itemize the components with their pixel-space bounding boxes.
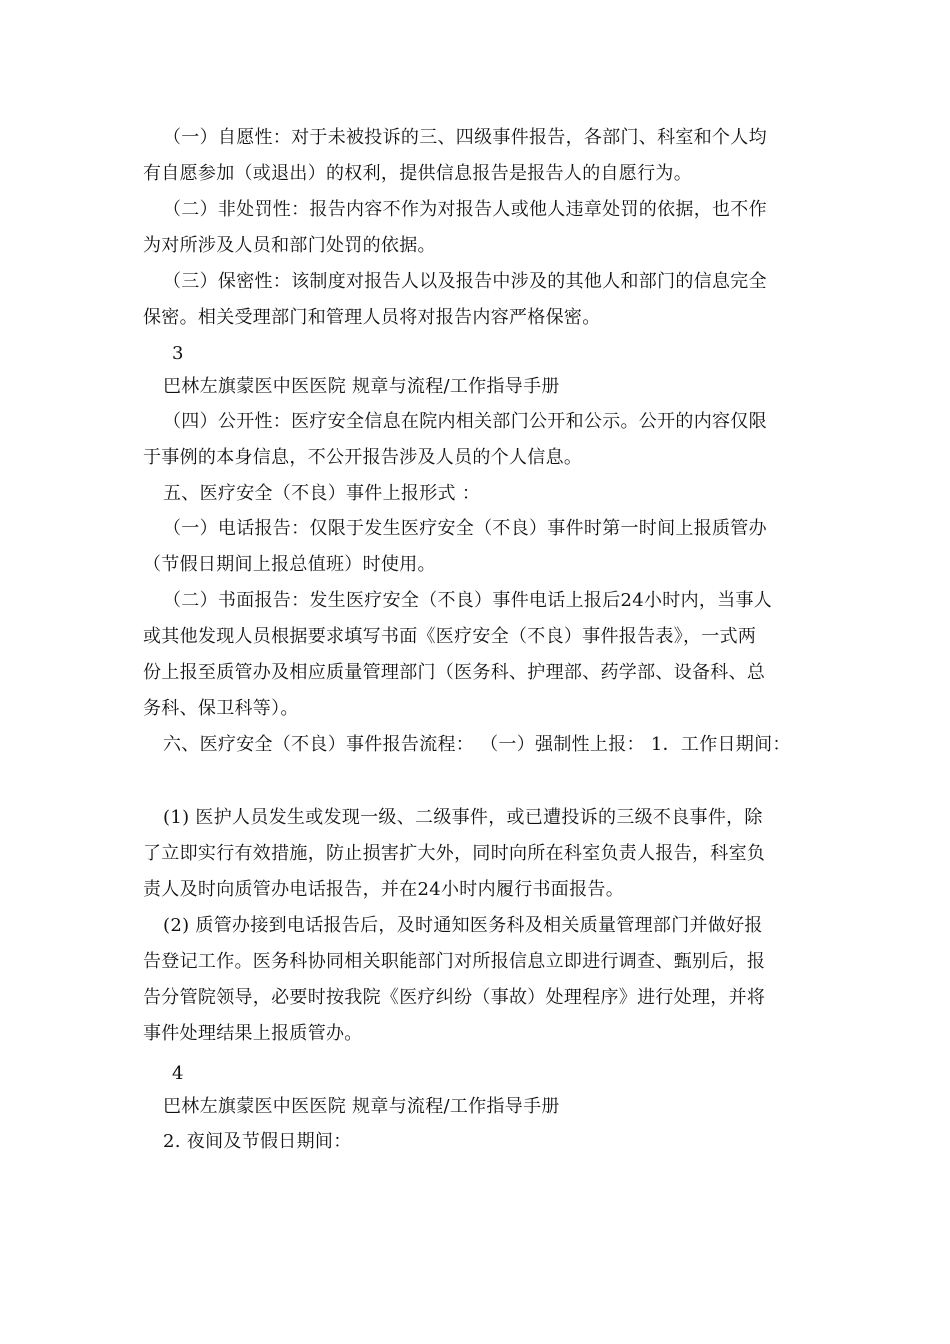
text-line: （一）电话报告：仅限于发生医疗安全（不良）事件时第一时间上报质管办 <box>163 518 767 539</box>
text-line: （三）保密性：该制度对报告人以及报告中涉及的其他人和部门的信息完全 <box>163 271 767 292</box>
running-header: 巴林左旗蒙医中医医院 规章与流程/工作指导手册 <box>163 376 560 397</box>
text-line: （节假日期间上报总值班）时使用。 <box>143 554 436 575</box>
text-line: 保密。相关受理部门和管理人员将对报告内容严格保密。 <box>143 307 601 328</box>
text-line: （一）自愿性：对于未被投诉的三、四级事件报告，各部门、科室和个人均 <box>163 127 767 148</box>
text-line: （二）非处罚性：报告内容不作为对报告人或他人违章处罚的依据，也不作 <box>163 199 767 220</box>
text-line: 2. 夜间及节假日期间： <box>163 1131 352 1152</box>
text-line: 务科、保卫科等）。 <box>143 698 299 719</box>
page-number: 3 <box>172 343 184 364</box>
text-line: 告分管院领导，必要时按我院《医疗纠纷（事故）处理程序》进行处理，并将 <box>143 987 766 1008</box>
text-line: (2) 质管办接到电话报告后，及时通知医务科及相关质量管理部门并做好报 <box>163 915 763 936</box>
section-heading: 六、医疗安全（不良）事件报告流程： （一）强制性上报： 1．工作日期间： <box>163 734 791 755</box>
page-number: 4 <box>172 1063 184 1084</box>
text-line: 了立即实行有效措施，防止损害扩大外，同时向所在科室负责人报告，科室负 <box>143 843 766 864</box>
section-heading: 五、医疗安全（不良）事件上报形式 ： <box>163 483 481 504</box>
text-line: 份上报至质管办及相应质量管理部门（医务科、护理部、药学部、设备科、总 <box>143 662 766 683</box>
text-line: （四）公开性：医疗安全信息在院内相关部门公开和公示。公开的内容仅限 <box>163 411 767 432</box>
text-line: 告登记工作。医务科协同相关职能部门对所报信息立即进行调查、甄别后，报 <box>143 951 766 972</box>
running-header: 巴林左旗蒙医中医医院 规章与流程/工作指导手册 <box>163 1096 560 1117</box>
text-line: 为对所涉及人员和部门处罚的依据。 <box>143 235 436 256</box>
text-line: 或其他发现人员根据要求填写书面《医疗安全（不良）事件报告表》，一式两 <box>143 626 757 647</box>
text-line: 事件处理结果上报质管办。 <box>143 1023 363 1044</box>
text-line: （二）书面报告：发生医疗安全（不良）事件电话上报后24小时内，当事人 <box>163 590 773 611</box>
text-line: 责人及时向质管办电话报告，并在24小时内履行书面报告。 <box>143 879 625 900</box>
text-line: 有自愿参加（或退出）的权利，提供信息报告是报告人的自愿行为。 <box>143 163 692 184</box>
text-line: 于事例的本身信息，不公开报告涉及人员的个人信息。 <box>143 447 583 468</box>
text-line: (1) 医护人员发生或发现一级、二级事件，或已遭投诉的三级不良事件，除 <box>163 807 763 828</box>
